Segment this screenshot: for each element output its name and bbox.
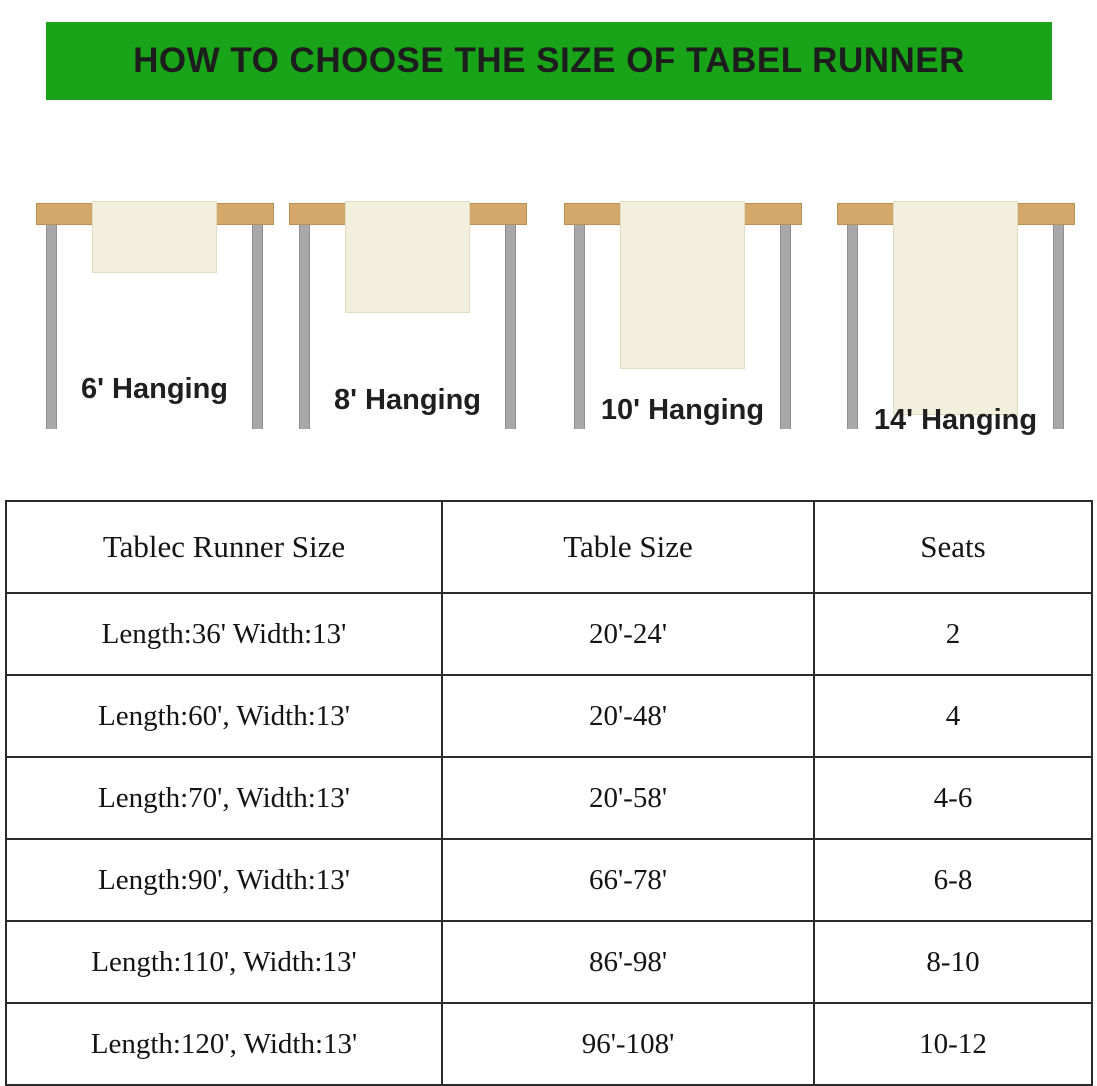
table-row bbox=[6, 921, 1092, 1003]
cell-runner-size: Length:36' Width:13' bbox=[6, 593, 442, 675]
table-row bbox=[6, 675, 1092, 757]
header-banner bbox=[46, 22, 1052, 100]
size-chart-table bbox=[5, 500, 1093, 1086]
cell-table-size: 86'-98' bbox=[442, 921, 814, 1003]
cell-runner-size: Length:120', Width:13' bbox=[6, 1003, 442, 1085]
table-runner-icon bbox=[92, 201, 217, 273]
cell-runner-size: Length:70', Width:13' bbox=[6, 757, 442, 839]
table-row bbox=[6, 1003, 1092, 1085]
table-runner-icon bbox=[893, 201, 1018, 415]
illustration-label: 6' Hanging bbox=[80, 373, 229, 405]
cell-table-size: 66'-78' bbox=[442, 839, 814, 921]
cell-table-size: 96'-108' bbox=[442, 1003, 814, 1085]
table-row bbox=[6, 757, 1092, 839]
cell-seats: 10-12 bbox=[814, 1003, 1092, 1085]
table-row bbox=[6, 593, 1092, 675]
cell-seats: 4 bbox=[814, 675, 1092, 757]
cell-runner-size: Length:110', Width:13' bbox=[6, 921, 442, 1003]
column-header-table-size: Table Size bbox=[442, 501, 814, 593]
cell-table-size: 20'-24' bbox=[442, 593, 814, 675]
table-leg-icon bbox=[847, 225, 858, 429]
column-header-runner-size: Tablec Runner Size bbox=[6, 501, 442, 593]
cell-runner-size: Length:60', Width:13' bbox=[6, 675, 442, 757]
illustration-label: 8' Hanging bbox=[333, 384, 482, 416]
illustration-row bbox=[0, 175, 1097, 460]
illustration-label: 14' Hanging bbox=[873, 404, 1038, 436]
cell-seats: 2 bbox=[814, 593, 1092, 675]
table-header-row bbox=[6, 501, 1092, 593]
cell-seats: 8-10 bbox=[814, 921, 1092, 1003]
table-illustration bbox=[833, 175, 1078, 460]
table-illustration bbox=[285, 175, 530, 460]
table-illustration bbox=[560, 175, 805, 460]
table-row bbox=[6, 839, 1092, 921]
cell-table-size: 20'-58' bbox=[442, 757, 814, 839]
table-runner-icon bbox=[345, 201, 470, 313]
table-runner-icon bbox=[620, 201, 745, 369]
column-header-seats: Seats bbox=[814, 501, 1092, 593]
table-leg-icon bbox=[1053, 225, 1064, 429]
cell-seats: 4-6 bbox=[814, 757, 1092, 839]
cell-runner-size: Length:90', Width:13' bbox=[6, 839, 442, 921]
table-illustration bbox=[32, 175, 277, 460]
page-title: HOW TO CHOOSE THE SIZE OF TABEL RUNNER bbox=[133, 41, 965, 80]
cell-table-size: 20'-48' bbox=[442, 675, 814, 757]
cell-seats: 6-8 bbox=[814, 839, 1092, 921]
illustration-label: 10' Hanging bbox=[600, 394, 765, 426]
